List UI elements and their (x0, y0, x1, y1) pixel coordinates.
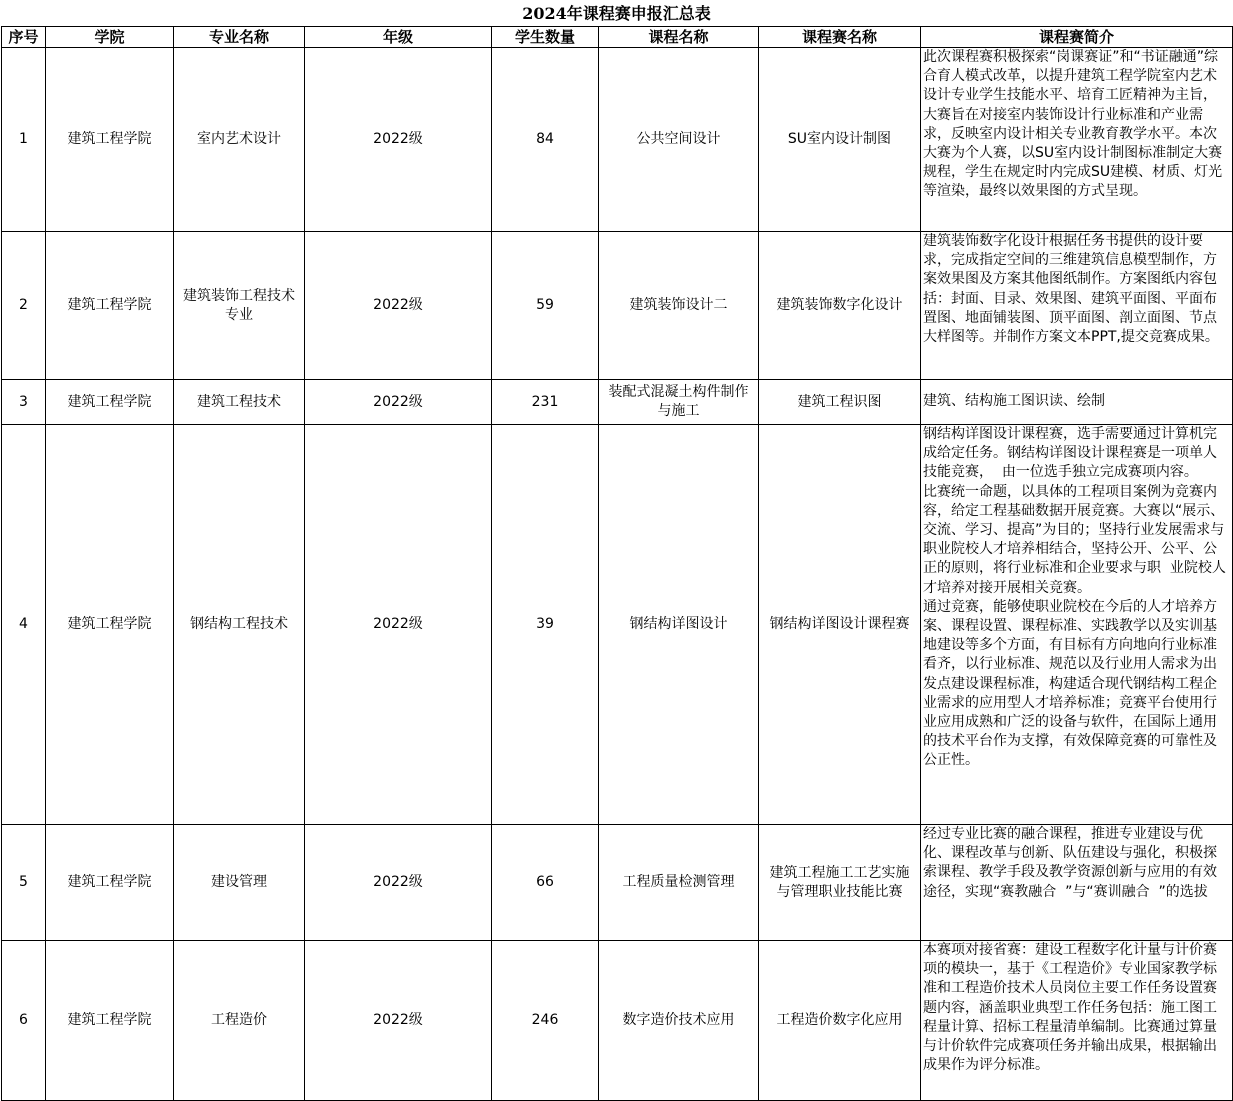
cell-course[interactable]: 工程质量检测管理 (599, 825, 759, 941)
table-row (2, 380, 1233, 425)
cell-grade[interactable]: 2022级 (305, 232, 492, 380)
cell-students[interactable]: 246 (492, 941, 599, 1101)
cell-college[interactable]: 建筑工程学院 (46, 825, 174, 941)
cell-course[interactable]: 钢结构详图设计 (599, 425, 759, 825)
cell-college[interactable]: 建筑工程学院 (46, 232, 174, 380)
cell-contest[interactable]: 钢结构详图设计课程赛 (759, 425, 921, 825)
cell-contest[interactable]: 建筑装饰数字化设计 (759, 232, 921, 380)
cell-college[interactable]: 建筑工程学院 (46, 425, 174, 825)
cell-major[interactable]: 钢结构工程技术 (174, 425, 305, 825)
header-college: 学院 (46, 27, 174, 48)
header-course: 课程名称 (599, 27, 759, 48)
header-row (2, 27, 1233, 48)
header-contest: 课程赛名称 (759, 27, 921, 48)
cell-grade[interactable]: 2022级 (305, 825, 492, 941)
cell-intro[interactable]: 建筑装饰数字化设计根据任务书提供的设计要求，完成指定空间的三维建筑信息模型制作，方案效果图及方案其他图纸制作。方案图纸内容包括：封面、目录、效果图、建筑平面图、平面布置图、地面铺装图、顶平面图、剖立面图、节点大样图等。并制作方案文本PPT,提交竞赛成果。 (921, 232, 1233, 380)
header-students: 学生数量 (492, 27, 599, 48)
cell-students[interactable]: 59 (492, 232, 599, 380)
cell-major[interactable]: 室内艺术设计 (174, 48, 305, 232)
cell-no[interactable]: 3 (2, 380, 46, 425)
cell-students[interactable]: 66 (492, 825, 599, 941)
cell-course[interactable]: 公共空间设计 (599, 48, 759, 232)
cell-students[interactable]: 231 (492, 380, 599, 425)
cell-intro[interactable]: 建筑、结构施工图识读、绘制 (921, 380, 1233, 425)
cell-college[interactable]: 建筑工程学院 (46, 941, 174, 1101)
cell-grade[interactable]: 2022级 (305, 48, 492, 232)
cell-students[interactable]: 84 (492, 48, 599, 232)
sheet-title: 2024年课程赛申报汇总表 (522, 4, 711, 23)
cell-no[interactable]: 2 (2, 232, 46, 380)
cell-major[interactable]: 工程造价 (174, 941, 305, 1101)
table-row (2, 825, 1233, 941)
table-row (2, 941, 1233, 1101)
cell-intro[interactable]: 钢结构详图设计课程赛，选手需要通过计算机完成给定任务。钢结构详图设计课程赛是一项单人技能竞赛， 由一位选手独立完成赛项内容。 比赛统一命题，以具体的工程项目案例为竞赛内容，给定工程基础数据开展竞赛。大赛以“展示、交流、学习、提高”为目的；坚持行业发展需求与职业院校人才培养相结合，坚持公开、公平、公正的原则，将行业标准和企业要求与职 业院校人才培养对接开展相关竞赛。 通过竞赛，能够使职业院校在今后的人才培养方案、课程设置、课程标准、实践教学以及实训基地建设等多个方面，有目标有方向地向行业标准看齐，以行业标准、规范以及行业用人需求为出发点建设课程标准，构建适合现代钢结构工程企业需求的应用型人才培养标准；竞赛平台使用行业应用成熟和广泛的设备与软件，在国际上通用的技术平台作为支撑，有效保障竞赛的可靠性及公正性。 (921, 425, 1233, 825)
cell-contest[interactable]: SU室内设计制图 (759, 48, 921, 232)
cell-grade[interactable]: 2022级 (305, 425, 492, 825)
cell-college[interactable]: 建筑工程学院 (46, 380, 174, 425)
cell-intro[interactable]: 此次课程赛积极探索“岗课赛证”和“书证融通”综合育人模式改革，以提升建筑工程学院室内艺术设计专业学生技能水平、培育工匠精神为主旨，大赛旨在对接室内装饰设计行业标准和产业需求，反映室内设计相关专业教育教学水平。本次大赛为个人赛，以SU室内设计制图标准制定大赛规程，学生在规定时内完成SU建模、材质、灯光等渲染，最终以效果图的方式呈现。 (921, 48, 1233, 232)
cell-no[interactable]: 4 (2, 425, 46, 825)
header-grade: 年级 (305, 27, 492, 48)
cell-contest[interactable]: 建筑工程施工工艺实施与管理职业技能比赛 (759, 825, 921, 941)
cell-major[interactable]: 建设管理 (174, 825, 305, 941)
header-intro: 课程赛简介 (921, 27, 1233, 48)
cell-major[interactable]: 建筑装饰工程技术专业 (174, 232, 305, 380)
cell-contest[interactable]: 建筑工程识图 (759, 380, 921, 425)
cell-students[interactable]: 39 (492, 425, 599, 825)
table-row (2, 425, 1233, 825)
header-major: 专业名称 (174, 27, 305, 48)
cell-course[interactable]: 装配式混凝土构件制作与施工 (599, 380, 759, 425)
header-no: 序号 (2, 27, 46, 48)
cell-no[interactable]: 6 (2, 941, 46, 1101)
cell-intro[interactable]: 经过专业比赛的融合课程，推进专业建设与优化、课程改革与创新、队伍建设与强化，积极探索课程、教学手段及教学资源创新与应用的有效途径，实现“赛教融合 ”与“赛训融合 ”的选拔 (921, 825, 1233, 941)
cell-grade[interactable]: 2022级 (305, 380, 492, 425)
cell-no[interactable]: 1 (2, 48, 46, 232)
table-row (2, 48, 1233, 232)
cell-college[interactable]: 建筑工程学院 (46, 48, 174, 232)
cell-intro[interactable]: 本赛项对接省赛：建设工程数字化计量与计价赛项的模块一，基于《工程造价》专业国家教学标准和工程造价技术人员岗位主要工作任务设置赛题内容，涵盖职业典型工作任务包括：施工图工程量计算、招标工程量清单编制。比赛通过算量与计价软件完成赛项任务并输出成果，根据输出成果作为评分标准。 (921, 941, 1233, 1101)
cell-contest[interactable]: 工程造价数字化应用 (759, 941, 921, 1101)
summary-table (1, 26, 1233, 1101)
cell-grade[interactable]: 2022级 (305, 941, 492, 1101)
cell-major[interactable]: 建筑工程技术 (174, 380, 305, 425)
cell-course[interactable]: 建筑装饰设计二 (599, 232, 759, 380)
cell-course[interactable]: 数字造价技术应用 (599, 941, 759, 1101)
cell-no[interactable]: 5 (2, 825, 46, 941)
table-row (2, 232, 1233, 380)
